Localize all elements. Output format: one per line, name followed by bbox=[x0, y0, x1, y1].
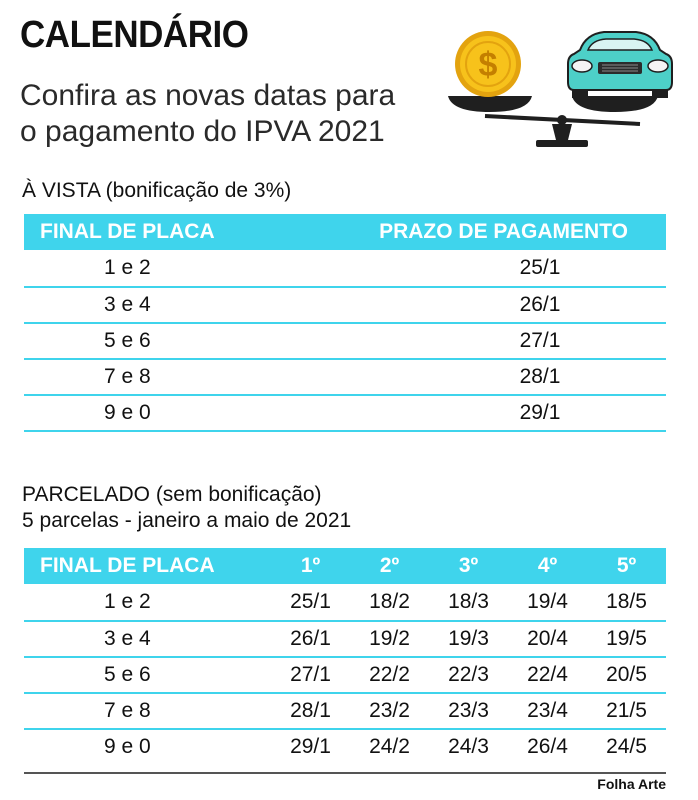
cell-parcela: 20/5 bbox=[587, 657, 666, 693]
cell-parcela: 23/3 bbox=[429, 693, 508, 729]
table-header-row bbox=[24, 214, 666, 250]
table-row bbox=[24, 323, 666, 359]
cell-parcela: 18/5 bbox=[587, 584, 666, 621]
credit: Folha Arte bbox=[597, 776, 666, 792]
page-title: CALENDÁRIO bbox=[20, 14, 249, 56]
table-row bbox=[24, 250, 666, 287]
header-parcela-5: 5º bbox=[587, 548, 666, 584]
header-final-de-placa: FINAL DE PLACA bbox=[24, 214, 324, 250]
cell-placa: 5 e 6 bbox=[24, 323, 324, 359]
cell-parcela: 23/2 bbox=[350, 693, 429, 729]
table-row bbox=[24, 584, 666, 621]
cell-placa: 1 e 2 bbox=[24, 250, 324, 287]
cell-prazo: 28/1 bbox=[324, 359, 666, 395]
cell-placa: 7 e 8 bbox=[24, 359, 324, 395]
header-prazo-de-pagamento: PRAZO DE PAGAMENTO bbox=[324, 214, 666, 250]
cell-prazo: 26/1 bbox=[324, 287, 666, 323]
cell-parcela: 28/1 bbox=[271, 693, 350, 729]
header-parcela-1: 1º bbox=[271, 548, 350, 584]
coin-icon bbox=[455, 31, 521, 97]
cell-placa: 9 e 0 bbox=[104, 735, 151, 758]
cell-prazo: 25/1 bbox=[324, 250, 666, 287]
cell-parcela: 20/4 bbox=[508, 621, 587, 657]
parcelado-label: PARCELADO (sem bonificação) bbox=[22, 483, 322, 506]
parcelado-sublabel: 5 parcelas - janeiro a maio de 2021 bbox=[22, 509, 352, 532]
cell-placa: 7 e 8 bbox=[24, 693, 271, 729]
cell-parcela: 22/3 bbox=[429, 657, 508, 693]
cell-prazo: 27/1 bbox=[324, 323, 666, 359]
cell-parcela: 19/2 bbox=[350, 621, 429, 657]
cell-parcela: 19/5 bbox=[587, 621, 666, 657]
table-row bbox=[24, 729, 666, 764]
cell-parcela: 26/1 bbox=[271, 621, 350, 657]
cell-parcela: 25/1 bbox=[271, 584, 350, 621]
cell-parcela: 24/3 bbox=[448, 735, 489, 758]
header-parcela-3: 3º bbox=[429, 548, 508, 584]
cell-parcela: 24/5 bbox=[606, 735, 647, 758]
cell-parcela: 23/4 bbox=[508, 693, 587, 729]
table-row bbox=[24, 621, 666, 657]
cell-placa: 3 e 4 bbox=[24, 621, 271, 657]
page-subtitle: Confira as novas datas para o pagamento do IPVA 2021 bbox=[20, 79, 396, 148]
table-row bbox=[24, 287, 666, 323]
table-row bbox=[24, 693, 666, 729]
cell-parcela: 27/1 bbox=[271, 657, 350, 693]
ipva-illustration bbox=[440, 20, 680, 160]
header-parcela-2: 2º bbox=[350, 548, 429, 584]
cell-placa: 5 e 6 bbox=[24, 657, 271, 693]
cell-prazo: 29/1 bbox=[324, 395, 666, 431]
a-vista-label: À VISTA (bonificação de 3%) bbox=[22, 179, 292, 202]
cell-parcela: 19/4 bbox=[508, 584, 587, 621]
cell-parcela: 18/3 bbox=[429, 584, 508, 621]
cell-parcela: 24/2 bbox=[369, 735, 410, 758]
cell-parcela: 22/4 bbox=[508, 657, 587, 693]
table-row bbox=[24, 359, 666, 395]
cell-placa: 9 e 0 bbox=[24, 395, 324, 431]
parcelado-table bbox=[24, 548, 666, 764]
cell-parcela: 29/1 bbox=[290, 735, 331, 758]
cell-parcela: 22/2 bbox=[350, 657, 429, 693]
header-final-de-placa: FINAL DE PLACA bbox=[24, 548, 271, 584]
cell-parcela: 18/2 bbox=[350, 584, 429, 621]
a-vista-table bbox=[24, 214, 666, 432]
table-header-row bbox=[24, 548, 666, 584]
table-row bbox=[24, 657, 666, 693]
car-icon bbox=[568, 32, 672, 98]
scale-icon bbox=[448, 96, 658, 147]
table-row bbox=[24, 395, 666, 431]
cell-parcela: 26/4 bbox=[527, 735, 568, 758]
cell-placa: 3 e 4 bbox=[24, 287, 324, 323]
bottom-divider bbox=[24, 772, 666, 774]
cell-parcela: 19/3 bbox=[429, 621, 508, 657]
cell-parcela: 21/5 bbox=[587, 693, 666, 729]
coin-symbol: $ bbox=[478, 46, 498, 84]
header-parcela-4: 4º bbox=[508, 548, 587, 584]
cell-placa: 1 e 2 bbox=[24, 584, 271, 621]
